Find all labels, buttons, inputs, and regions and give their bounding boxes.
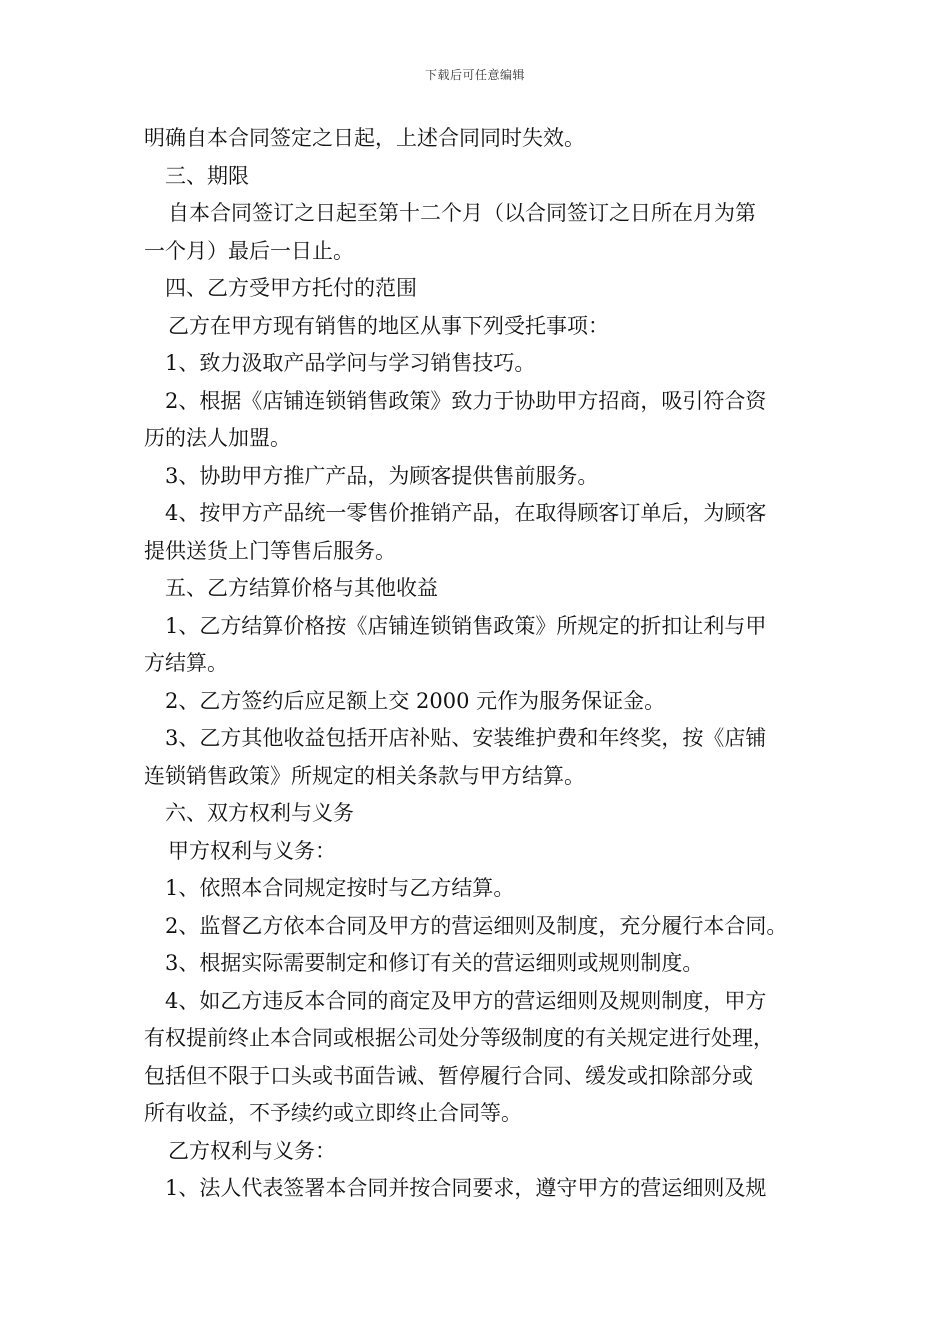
text-line: 六、双方权利与义务: [165, 801, 354, 825]
text-line: 一个月）最后一日止。: [144, 238, 354, 263]
text-line: 所有收益，不予续约或立即终止合同等。: [144, 1101, 522, 1125]
text-line: 连锁销售政策》所规定的相关条款与甲方结算。: [144, 763, 585, 788]
text-line: 3、协助甲方推广产品，为顾客提供售前服务。: [165, 463, 599, 488]
text-line: 3、根据实际需要制定和修订有关的营运细则或规则制度。: [165, 951, 704, 975]
text-line: 2、乙方签约后应足额上交 2000 元作为服务保证金。: [165, 688, 666, 713]
document-body: [144, 120, 820, 1208]
text-line: 提供送货上门等售后服务。: [144, 538, 396, 563]
text-line: 甲方权利与义务：: [168, 838, 336, 863]
text-line: 4、如乙方违反本合同的商定及甲方的营运细则及规则制度，甲方: [165, 988, 767, 1013]
text-line: 包括但不限于口头或书面告诫、暂停履行合同、缓发或扣除部分或: [144, 1063, 753, 1088]
page-header: 下载后可任意编辑: [424, 68, 525, 82]
text-line: 乙方权利与义务：: [168, 1138, 336, 1163]
text-line: 自本合同签订之日起至第十二个月（以合同签订之日所在月为第: [168, 201, 756, 225]
text-line: 1、致力汲取产品学问与学习销售技巧。: [165, 351, 536, 375]
text-line: 四、乙方受甲方托付的范围: [165, 276, 417, 300]
text-line: 有权提前终止本合同或根据公司处分等级制度的有关规定进行处理，: [144, 1026, 774, 1050]
text-line: 4、按甲方产品统一零售价推销产品，在取得顾客订单后，为顾客: [165, 501, 767, 525]
text-line: 历的法人加盟。: [144, 426, 291, 450]
text-line: 方结算。: [144, 651, 228, 675]
text-line: 3、乙方其他收益包括开店补贴、安装维护费和年终奖，按《店铺: [165, 726, 767, 750]
text-line: 1、依照本合同规定按时与乙方结算。: [165, 876, 515, 900]
text-line: 1、乙方结算价格按《店铺连锁销售政策》所规定的折扣让利与甲: [165, 613, 767, 638]
text-line: 2、根据《店铺连锁销售政策》致力于协助甲方招商，吸引符合资: [165, 388, 767, 413]
text-line: 乙方在甲方现有销售的地区从事下列受托事项：: [168, 313, 609, 338]
text-line: 2、监督乙方依本合同及甲方的营运细则及制度，充分履行本合同。: [165, 913, 788, 938]
text-line: 五、乙方结算价格与其他收益: [165, 576, 438, 600]
text-line: 1、法人代表签署本合同并按合同要求，遵守甲方的营运细则及规: [165, 1176, 767, 1200]
text-line: 三、期限: [165, 163, 249, 188]
text-line: 明确自本合同签定之日起，上述合同同时失效。: [144, 126, 585, 150]
